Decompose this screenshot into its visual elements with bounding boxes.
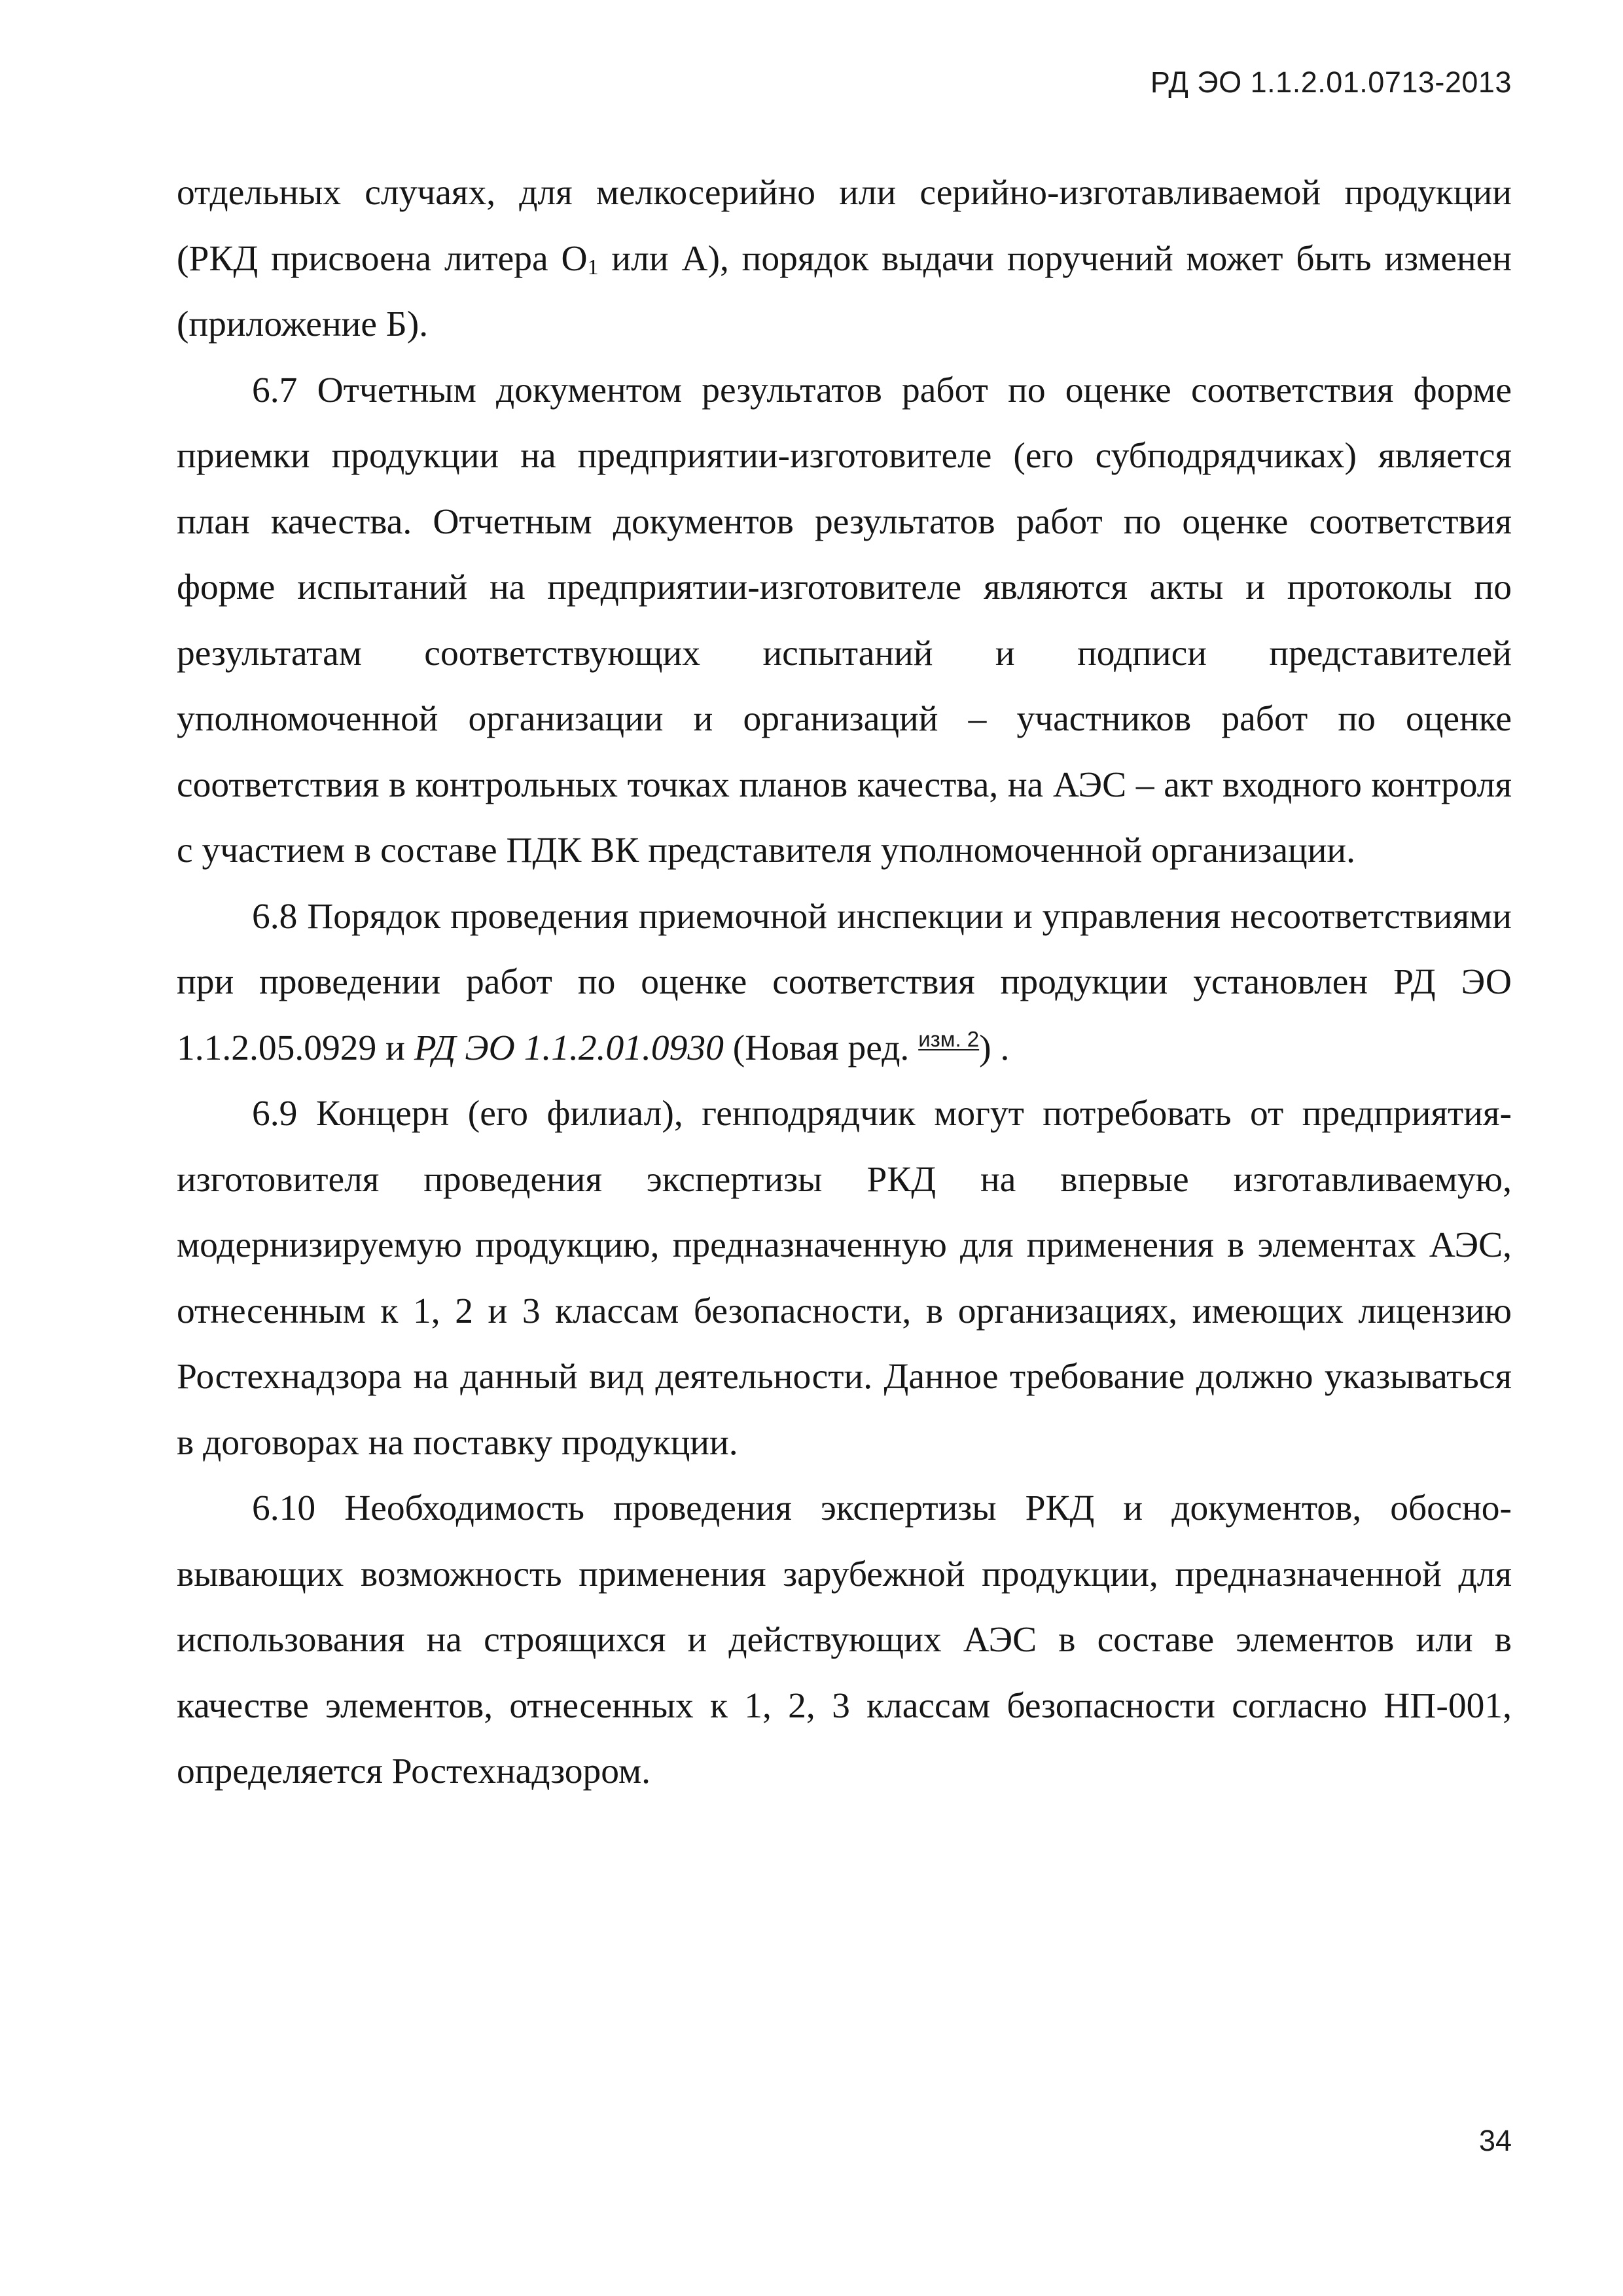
- document-code-header: РД ЭО 1.1.2.01.0713-2013: [1150, 65, 1512, 99]
- document-body: [177, 160, 1512, 1805]
- paragraph-6-8-text-start: 6.8 Порядок проведения приемочной инспекции и управления несоответствиями при проведении работ по оценке соответствия продукции установлен РД ЭО 1.1.2.05.0929 и: [177, 896, 1512, 1068]
- paragraph-intro: [177, 160, 1512, 358]
- paragraph-6-9: 6.9 Концерн (его филиал), генподрядчик могут потребовать от предприятия-изготовителя проведения экспертизы РКД на впервые изготавливаемую, модернизируемую продукцию, предназначенную для применения в элементах АЭС, отнесенным к 1, 2 и 3 классам безопасности, в организациях, имеющих лицензию Ростехнадзора на данный вид деятельности. Данное требование должно указываться в договорах на поставку продукции.: [177, 1094, 1512, 1463]
- paragraph-6-8-text-end: ) .: [979, 1028, 1010, 1068]
- litera-subscript: 1: [587, 255, 599, 279]
- page-number: 34: [1478, 2124, 1512, 2157]
- paragraph-intro-text-2: или А), порядок выдачи поручений может быть изменен (приложение Б).: [177, 238, 1512, 344]
- paragraph-6-8: [177, 884, 1512, 1082]
- paragraph-6-10: 6.10 Необходимость проведения экспертизы РКД и документов, обосновывающих возможность применения зарубежной продукции, предназначенной для использования на строящихся и действующих АЭС в составе элементов или в качестве элементов, отнесенных к 1, 2, 3 классам безопасности согласно НП-001, определяется Ростехнадзором.: [177, 1488, 1512, 1791]
- rd-reference-link[interactable]: РД ЭО 1.1.2.01.0930: [414, 1028, 724, 1068]
- amendment-note-link[interactable]: изм. 2: [918, 1026, 980, 1051]
- paragraph-intro-text-1: отдельных случаях, для мелкосерийно или серийно-изготавливаемой продукции (РКД присвоена литера О: [177, 173, 1512, 279]
- paragraph-6-8-text-mid: (Новая ред.: [723, 1028, 919, 1068]
- paragraph-6-7: 6.7 Отчетным документом результатов работ по оценке соответствия форме приемки продукции на предприятии-изготовителе (его субподрядчиках) является план качества. Отчетным документов результатов работ по оценке соответствия форме испытаний на предприятии-изготовителе являются акты и протоколы по результатам соответствующих испытаний и подписи представителей уполномоченной организации и организаций – участников работ по оценке соответствия в контрольных точках планов качества, на АЭС – акт входного контроля с участием в составе ПДК ВК представителя уполномоченной организации.: [177, 370, 1512, 870]
